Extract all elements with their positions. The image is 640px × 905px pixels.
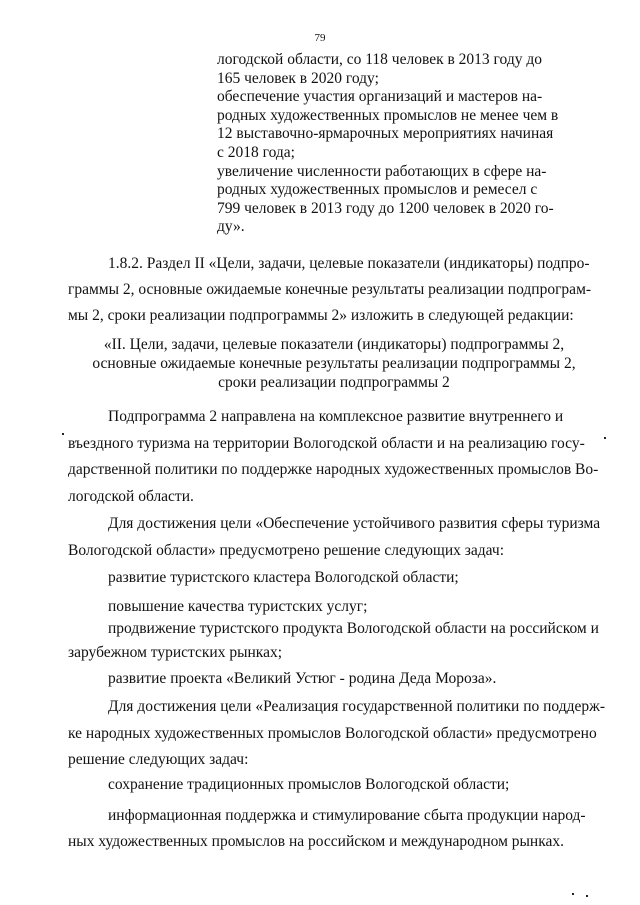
scan-speck [62, 433, 64, 435]
goal-crafts-paragraph [68, 694, 605, 774]
quote-line: обеспечение участия организаций и мастеров на- [217, 88, 543, 106]
task-item: развитие туристского кластера Вологодской области; [108, 569, 459, 586]
quote-line: 799 человек в 2013 году до 1200 человек в 2020 го- [217, 199, 554, 217]
paragraph-line: 1.8.2. Раздел II «Цели, задачи, целевые показатели (индикаторы) подпро- [108, 255, 590, 272]
heading-line: сроки реализации подпрограммы 2 [218, 374, 450, 391]
paragraph-line: Подпрограмма 2 направлена на комплексное развитие внутреннего и [108, 408, 564, 425]
paragraph-line: дарственной политики по поддержке народных художественных промыслов Во- [68, 461, 599, 478]
paragraph-line: решение следующих задач: [68, 751, 249, 768]
paragraph-line: логодской области. [68, 487, 194, 505]
task-info [68, 803, 600, 855]
paragraph-line: мы 2, сроки реализации подпрограммы 2» изложить в следующей редакции: [68, 307, 574, 324]
quote-line: с 2018 года; [217, 143, 295, 161]
direction-paragraph [68, 404, 600, 510]
task-item-line: зарубежном туристских рынках; [68, 644, 283, 661]
task-item-line: информационная поддержка и стимулирование сбыта продукции народ- [108, 807, 586, 824]
task-item-line: ных художественных промыслов на российском и международном рынках. [68, 833, 565, 850]
quote-line: логодской области, со 118 человек в 2013 году до [217, 51, 542, 68]
task-promotion [68, 617, 600, 665]
section-heading [68, 335, 600, 392]
quote-line: увеличение численности работающих в сфере на- [217, 162, 547, 180]
task-item: развитие проекта «Великий Устюг - родина Деда Мороза». [108, 670, 497, 687]
task-project [68, 667, 600, 691]
scan-speck [586, 895, 588, 897]
scan-speck [604, 437, 606, 439]
paragraph-line: въездного туризма на территории Вологодской области и на реализацию госу- [68, 434, 585, 452]
paragraph-line: Для достижения цели «Обеспечение устойчивого развития сферы туризма [108, 515, 601, 532]
quote-line: 165 человек в 2020 году; [217, 69, 379, 87]
paragraph-line: Для достижения цели «Реализация государственной политики по поддерж- [108, 698, 605, 715]
tourism-tasks-list [68, 563, 600, 621]
paragraph-line: ке народных художественных промыслов Вологодской области» предусмотрено [68, 724, 597, 742]
heading-line: основные ожидаемые конечные результаты реализации подпрограммы 2, [92, 355, 576, 372]
task-item: повышение качества туристских услуг; [108, 598, 368, 615]
task-preserve [68, 773, 600, 797]
paragraph-line: Вологодской области» предусмотрено решение следующих задач: [68, 541, 505, 559]
goal-tourism-paragraph [68, 511, 600, 564]
section-1-8-2-paragraph [68, 251, 600, 329]
heading-line: «II. Цели, задачи, целевые показатели (индикаторы) подпрограммы 2, [103, 336, 565, 353]
task-item-line: продвижение туристского продукта Вологодской области на российском и [108, 620, 599, 637]
quote-block [217, 51, 557, 237]
scan-speck [572, 893, 574, 895]
quote-line: родных художественных промыслов и ремесел с [217, 181, 538, 199]
quote-line: 12 выставочно-ярмарочных мероприятиях начиная [217, 125, 554, 143]
quote-line: родных художественных промыслов не менее чем в [217, 106, 559, 124]
task-item: сохранение традиционных промыслов Вологодской области; [108, 776, 510, 793]
page-number: 79 [314, 32, 326, 44]
quote-line: ду». [217, 218, 245, 236]
paragraph-line: граммы 2, основные ожидаемые конечные результаты реализации подпрограм- [68, 281, 592, 298]
